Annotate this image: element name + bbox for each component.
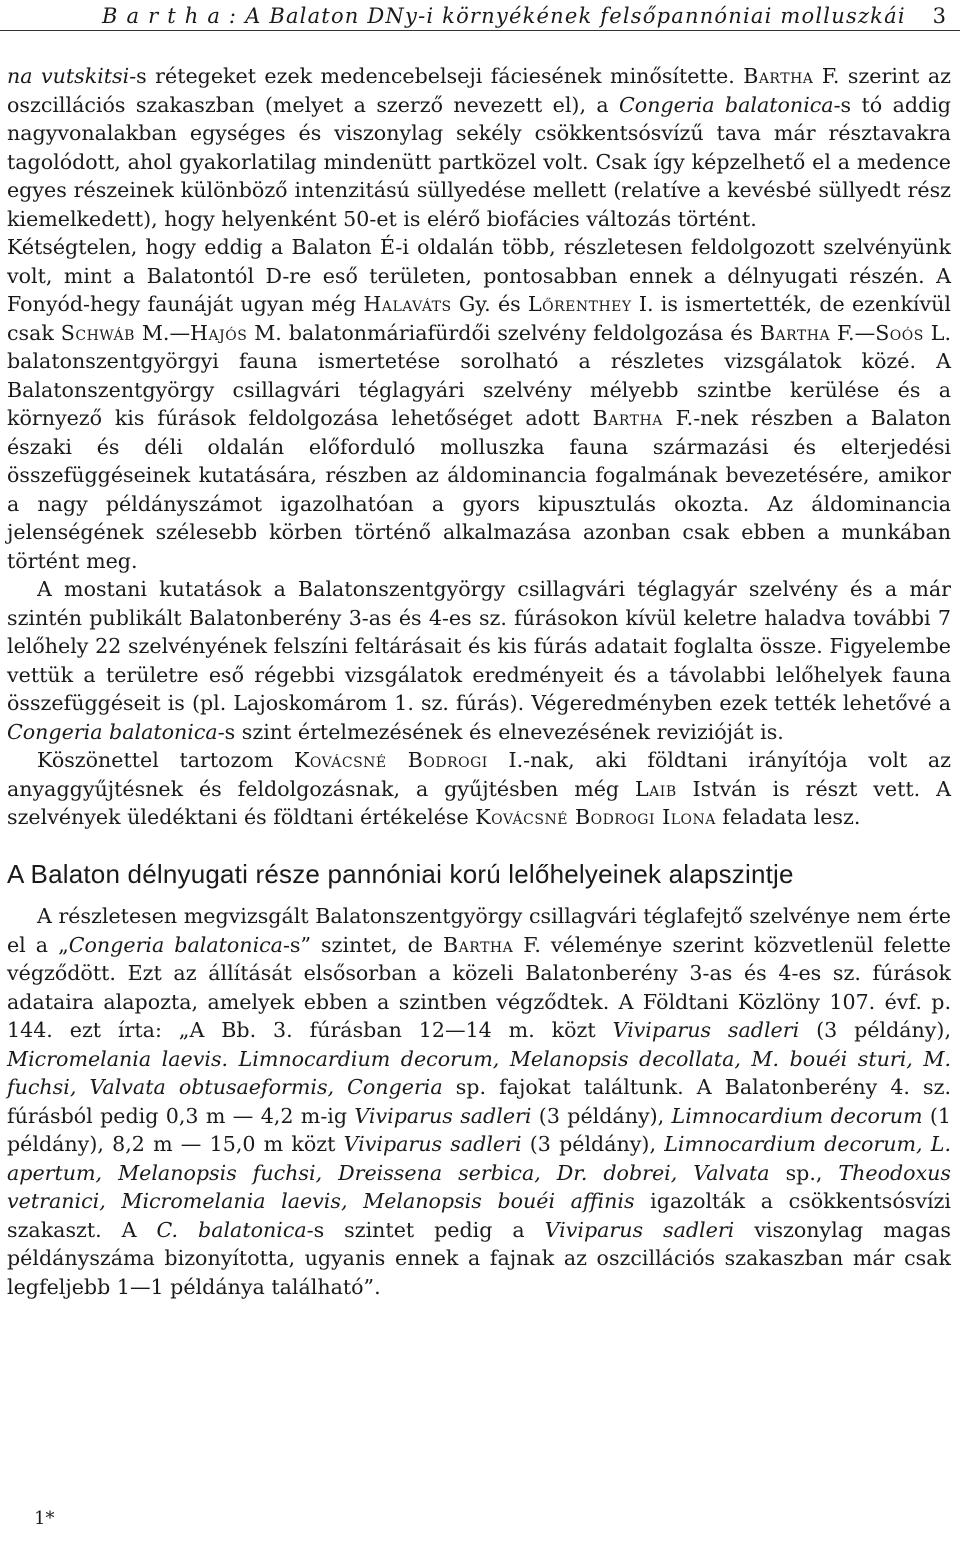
text-span: Kétségtelen, hogy eddig a Balaton É-i oldalán több, részletesen feldolgozott szelvényünk volt, mint a Balatontól D-re eső területen, pontosabban ennek a délnyugati részén. A Fonyód-hegy faunáját ugyan még xyxy=(7,235,951,316)
text-span: A részletesen megvizsgált Balatonszentgyörgy csillagvári téglafejtő szelvénye nem érte el a „ xyxy=(7,904,951,957)
running-title: B a r t h a : A Balaton DNy-i környékének felsőpannóniai molluszkái xyxy=(102,4,906,28)
text-span: -s” szintet, de xyxy=(282,932,444,957)
text-span: sp., xyxy=(769,1160,839,1185)
text-span: feladata lesz. xyxy=(715,805,861,829)
species-name: Congeria balatonica xyxy=(619,92,834,117)
text-span: I.-nak, aki földtani irányítója volt az anyaggyűjtésnek és feldolgozásnak, a gyűjtésben még xyxy=(7,748,951,801)
author-name: Bartha xyxy=(743,64,814,88)
species-name: Viviparus sadleri xyxy=(612,1018,800,1042)
author-name: Bartha xyxy=(443,932,514,957)
text-span: igazolták a csökkentsósvízi szakaszt. A xyxy=(7,1189,951,1242)
text-span: sp. fajokat találtunk. A Balatonberény 4. sz. fúrásból pedig 0,3 m — 4,2 m-ig xyxy=(7,1075,951,1128)
text-span: F. véleménye szerint közvetlenül felette végződött. Ezt az állítását elsősorban a közeli Balatonberény 3-as és 4-es sz. fúrások adataira alapozta, amelyek ebben a szintben végződtek. A Földtani Közlöny 107. évf. p. 144. ezt írta: „A Bb. 3. fúrásban 12—14 m. közt xyxy=(7,932,951,1042)
text-span: A mostani kutatások a Balatonszentgyörgy csillagvári téglagyár szelvény és a már szintén publikált Balatonberény 3-as és 4-es sz. fúrásokon kívül keletre haladva további 7 lelőhely 22 szelvényének felszíni feltárásait és kis fúrás adatait foglalta össze. Figyelembe vettük a területre eső régebbi vizsgálatok eredményeit és a távolabbi lelőhelyek fauna összefüggéseit is (pl. Lajoskomárom 1. sz. fúrás). Végeredményben ezek tették lehetővé a xyxy=(7,577,951,715)
species-name: na vutskitsi xyxy=(7,64,130,88)
paragraph-4 xyxy=(7,746,951,832)
text-span: Gy. és xyxy=(451,292,528,316)
text-span: István is részt vett. A szelvények üledéktani és földtani értékelése xyxy=(7,776,951,829)
text-span: -s szint értelmezésének és elnevezésének revizióját is. xyxy=(217,719,784,744)
author-name: Kovácsné Bodrogi Ilona xyxy=(475,805,716,829)
text-span: -s rétegeket ezek medencebelseji fáciesének minősítette. xyxy=(129,64,744,88)
species-name: Viviparus sadleri xyxy=(544,1217,735,1242)
paragraph-5 xyxy=(7,902,951,1301)
species-name: Viviparus sadleri xyxy=(343,1132,522,1156)
text-span: L. balatonszentgyörgyi fauna ismertetése sorolható a részletes vizsgálatok közé. A Balatonszentgyörgy csillagvári téglagyári szelvény mélyebb szintbe kerülése és a környező kis fúrások feldolgozása lehetőséget adott xyxy=(7,320,951,430)
author-name: Lőrenthey xyxy=(527,292,632,316)
author-name: Kovácsné Bodrogi xyxy=(293,748,488,772)
species-name: Micromelania laevis. Limnocardium decorum, Melanopsis decollata, M. bouéi sturi, M. fuchsi, Valvata obtusaeformis, Congeria xyxy=(7,1046,951,1099)
text-span: viszonylag magas példányszáma bizonyította, ugyanis ennek a fajnak az oszcillációs szakaszban már csak legfeljebb 1—1 példánya található”. xyxy=(7,1217,951,1299)
species-name: Limnocardium decorum xyxy=(671,1103,923,1128)
author-name: Schwáb xyxy=(60,320,135,345)
text-span: -s tó addig nagyvonalakban egységes és viszonylag sekély csökkentsósvízű tava már résztavakra tagolódott, ahol gyakorlatilag mindenütt partközel volt. Csak így képzelhető el a medence egyes részeinek különböző intenzitású süllyedése mellett (relatíve a kevésbé süllyedt rész kiemelkedett), hogy helyenként 50-et is elérő biofácies változás történt. xyxy=(7,92,951,231)
text-span: (3 példány), xyxy=(799,1018,952,1042)
text-span: F.— xyxy=(830,320,876,345)
page-number: 3 xyxy=(932,4,946,28)
text-span: I. is ismertették, de ezenkívül csak xyxy=(7,292,951,345)
species-name: C. balatonica xyxy=(156,1217,307,1242)
paragraph-2 xyxy=(7,233,951,575)
author-name: Halaváts xyxy=(363,292,452,316)
text-span: Köszönettel tartozom xyxy=(37,748,294,772)
text-span: -s szintet pedig a xyxy=(306,1217,545,1242)
author-name: Bartha xyxy=(759,320,831,345)
text-span: M.— xyxy=(134,320,191,345)
author-name: Soós xyxy=(875,320,924,345)
species-name: Viviparus sadleri xyxy=(354,1103,532,1128)
author-name: Hajós xyxy=(190,320,248,345)
section-heading: A Balaton délnyugati része pannóniai korú lelőhelyeinek alapszintje xyxy=(7,858,794,889)
signature-mark: 1* xyxy=(34,1508,55,1529)
paragraph-3 xyxy=(7,575,951,746)
species-name: Limnocardium decorum, L. apertum, Melanopsis fuchsi, Dreissena serbica, Dr. dobrei, Valvata xyxy=(7,1132,952,1185)
paragraph-1 xyxy=(7,62,951,233)
running-head xyxy=(0,4,960,31)
text-span: (1 példány), 8,2 m — 15,0 m közt xyxy=(7,1103,952,1156)
text-span: F.-nek részben a Balaton északi és déli oldalán előforduló molluszka fauna származási és elterjedési összefüggéseinek kutatására, részben az áldominancia fogalmának bevezetésére, amikor a nagy példányszámot igazolhatóan a gyors kipusztulás okozta. Az áldominancia jelenségének szélesebb körben történő alkalmazása azonban csak ebben a munkában történt meg. xyxy=(7,406,951,573)
species-name: Congeria balatonica xyxy=(68,932,283,957)
text-span: F. szerint az oszcillációs szakaszban (melyet a szerző nevezett el), a xyxy=(7,64,952,117)
body-text xyxy=(7,62,951,1301)
text-span: M. balatonmáriafürdői szelvény feldolgozása és xyxy=(247,320,760,345)
author-name: Bartha xyxy=(592,406,663,430)
author-name: Laib xyxy=(635,776,677,801)
text-span: (3 példány), xyxy=(531,1103,672,1128)
text-span: (3 példány), xyxy=(521,1132,665,1156)
species-name: Congeria balatonica xyxy=(7,719,218,744)
species-name: Theodoxus vetranici, Micromelania laevis, Melanopsis bouéi affinis xyxy=(7,1160,952,1213)
